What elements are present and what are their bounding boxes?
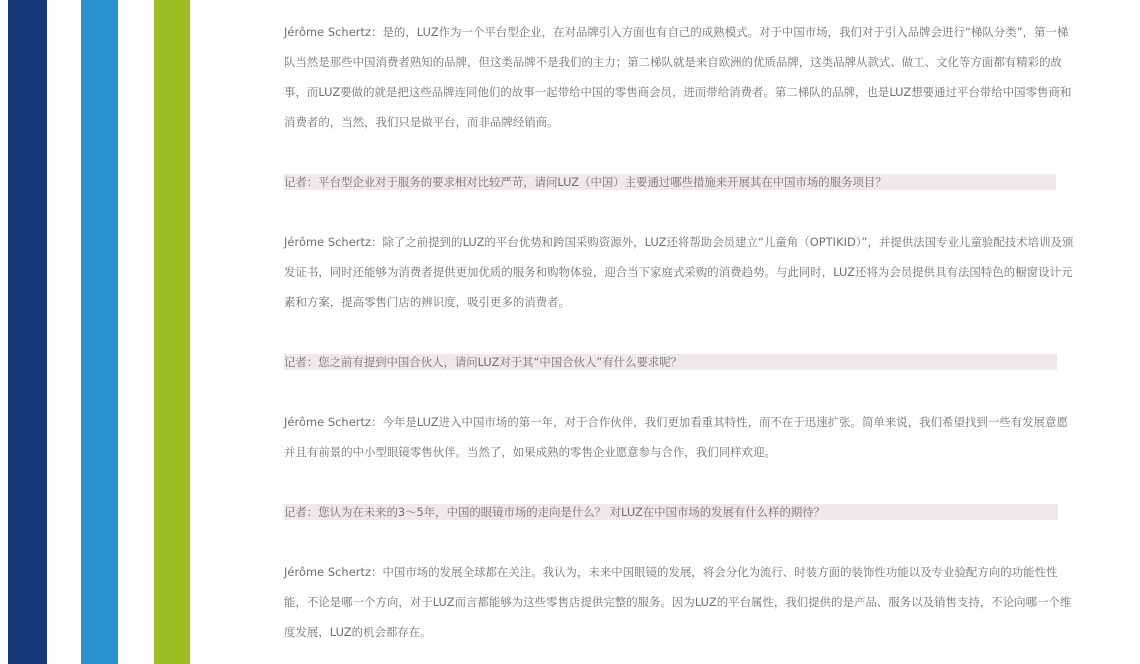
interview-content xyxy=(284,17,1076,647)
answer-paragraph-1: Jérôme Schertz：是的，LUZ作为一个平台型企业，在对品牌引入方面也有自己的成熟模式。对于中国市场，我们对于引入品牌会进行“梯队分类”，第一梯队当然是那些中国消费者熟知的品牌，但这类品牌不是我们的主力；第二梯队就是来自欧洲的优质品牌，这类品牌从款式、做工、文化等方面都有精彩的故事，而LUZ要做的就是把这些品牌连同他们的故事一起带给中国的零售商会员，进而带给消费者。第二梯队的品牌，也是LUZ想要通过平台带给中国零售商和消费者的，当然，我们只是做平台，而非品牌经销商。 xyxy=(284,25,1072,129)
paragraph-gap xyxy=(284,527,1076,557)
paragraph-gap xyxy=(284,467,1076,497)
question-text-2: 记者：您之前有提到中国合伙人，请问LUZ对于其“中国合伙人”有什么要求呢？ xyxy=(284,355,683,369)
navy-stripe xyxy=(8,0,47,664)
paragraph-gap xyxy=(284,317,1076,347)
blue-stripe xyxy=(81,0,118,664)
answer-paragraph-3: Jérôme Schertz：今年是LUZ进入中国市场的第一年，对于合作伙伴，我们更加看重其特性，而不在于迅速扩张。简单来说，我们希望找到一些有发展意愿并且有前景的中小型眼镜零售伙伴。当然了，如果成熟的零售企业愿意参与合作，我们同样欢迎。 xyxy=(284,415,1068,459)
question-1 xyxy=(284,167,1076,197)
answer-paragraph-2: Jérôme Schertz：除了之前提到的LUZ的平台优势和跨国采购资源外，LUZ还将帮助会员建立“儿童角（OPTIKID）”，并提供法国专业儿童验配技术培训及颁发证书，同时还能够为消费者提供更加优质的服务和购物体验，迎合当下家庭式采购的消费趋势。与此同时，LUZ还将为会员提供具有法国特色的橱窗设计元素和方案，提高零售门店的辨识度，吸引更多的消费者。 xyxy=(284,235,1074,309)
paragraph-gap xyxy=(284,197,1076,227)
question-2 xyxy=(284,347,1076,377)
green-stripe xyxy=(154,0,190,664)
paragraph-gap xyxy=(284,137,1076,167)
question-text-3: 记者：您认为在未来的3～5年，中国的眼镜市场的走向是什么？ 对LUZ在中国市场的发展有什么样的期待？ xyxy=(284,505,826,519)
question-3 xyxy=(284,497,1076,527)
answer-paragraph-4: Jérôme Schertz：中国市场的发展全球都在关注。我认为，未来中国眼镜的发展，将会分化为流行、时装方面的装饰性功能以及专业验配方向的功能性性能，不论是哪一个方向，对于LUZ而言都能够为这些零售店提供完整的服务。因为LUZ的平台属性，我们提供的是产品、服务以及销售支持，不论向哪一个维度发展，LUZ的机会都存在。 xyxy=(284,565,1072,639)
question-text-1: 记者：平台型企业对于服务的要求相对比较严苛，请问LUZ（中国）主要通过哪些措施来开展其在中国市场的服务项目？ xyxy=(284,175,887,189)
paragraph-gap xyxy=(284,377,1076,407)
